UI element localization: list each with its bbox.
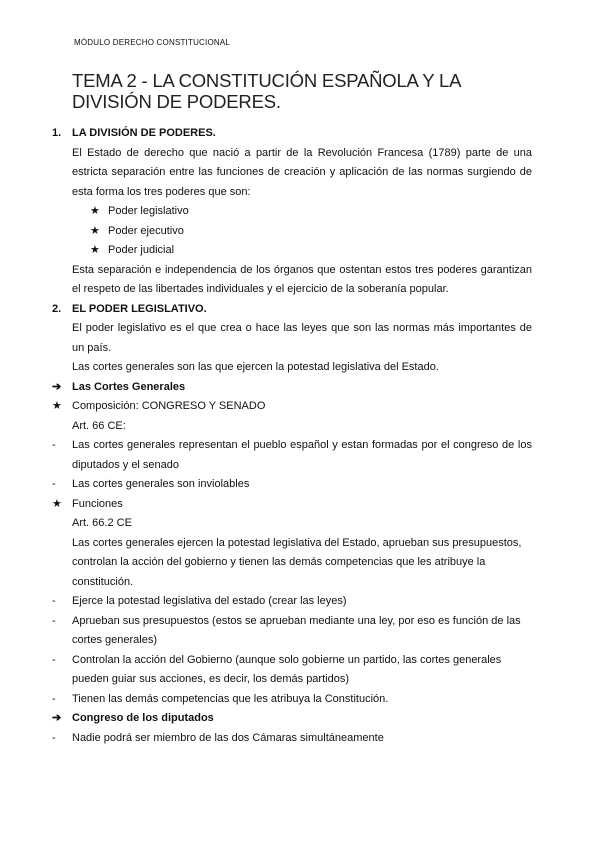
- article-reference: Art. 66.2 CE: [72, 517, 132, 529]
- list-item: - Las cortes generales son inviolables: [52, 475, 532, 495]
- dash-marker: -: [52, 595, 56, 607]
- congreso-heading: ➔ Congreso de los diputados: [52, 709, 532, 729]
- list-item: ★ Poder judicial: [52, 241, 532, 261]
- star-icon: ★: [52, 400, 62, 412]
- arrow-icon: ➔: [52, 712, 62, 724]
- section-1-paragraph-2: Esta separación e independencia de los órganos que ostentan estos tres poderes garantizan el respeto de las libertades individuales y el ejercicio de la soberanía popular.: [72, 263, 532, 295]
- dash-marker: -: [52, 692, 56, 705]
- section-2-heading: 2. EL PODER LEGISLATIVO.: [52, 300, 532, 320]
- cortes-heading: ➔ Las Cortes Generales: [52, 378, 532, 398]
- list-item: - Ejerce la potestad legislativa del estado (crear las leyes): [52, 592, 532, 612]
- section-2-paragraph: El poder legislativo es el que crea o hace las leyes que son las normas más importantes de un país.: [72, 322, 532, 354]
- page-header: MÓDULO DERECHO CONSTITUCIONAL: [74, 38, 231, 47]
- list-item: - Aprueban sus presupuestos (estos se aprueban mediante una ley, por eso es función de las cortes generales): [52, 612, 532, 651]
- funciones-item: ★ Funciones: [52, 495, 532, 515]
- star-icon: ★: [90, 244, 100, 256]
- list-item: ★ Poder ejecutivo: [52, 222, 532, 242]
- funciones-paragraph: Las cortes generales ejercen la potestad legislativa del Estado, aprueban sus presupuestos, controlan la acción del gobierno y tienen las demás competencias que les atribuye la constitución.: [72, 536, 522, 588]
- dash-marker: -: [52, 653, 56, 666]
- star-icon: ★: [90, 224, 100, 237]
- section-1-heading: 1. LA DIVISIÓN DE PODERES.: [52, 124, 532, 144]
- star-icon: ★: [52, 497, 62, 510]
- document-body: [52, 124, 532, 748]
- article-reference: Art. 66 CE:: [72, 419, 126, 432]
- dash-marker: -: [52, 731, 56, 744]
- dash-marker: -: [52, 614, 56, 627]
- list-item: - Controlan la acción del Gobierno (aunque solo gobierne un partido, las cortes generales pueden guiar sus acciones, es decir, los demás partidos): [52, 651, 532, 690]
- list-item: - Las cortes generales representan el pueblo español y estan formadas por el congreso de los diputados y el senado: [52, 436, 532, 475]
- section-number: 2.: [52, 302, 62, 315]
- list-item: ★ Poder legislativo: [52, 202, 532, 222]
- dash-marker: -: [52, 439, 56, 451]
- dash-marker: -: [52, 478, 56, 490]
- list-item: - Nadie podrá ser miembro de las dos Cámaras simultáneamente: [52, 729, 532, 749]
- list-item: - Tienen las demás competencias que les atribuya la Constitución.: [52, 690, 532, 710]
- section-1-paragraph: El Estado de derecho que nació a partir de la Revolución Francesa (1789) parte de una estricta separación entre las funciones de creación y aplicación de las normas surgiendo de esta forma los tres poderes que son:: [72, 146, 532, 198]
- page-title: TEMA 2 - LA CONSTITUCIÓN ESPAÑOLA Y LA DIVISIÓN DE PODERES.: [72, 70, 461, 112]
- star-icon: ★: [90, 205, 100, 217]
- arrow-icon: ➔: [52, 380, 62, 393]
- composicion-item: ★ Composición: CONGRESO Y SENADO: [52, 397, 532, 417]
- section-number: 1.: [52, 127, 62, 139]
- section-2-paragraph-2: Las cortes generales son las que ejercen la potestad legislativa del Estado.: [72, 361, 439, 373]
